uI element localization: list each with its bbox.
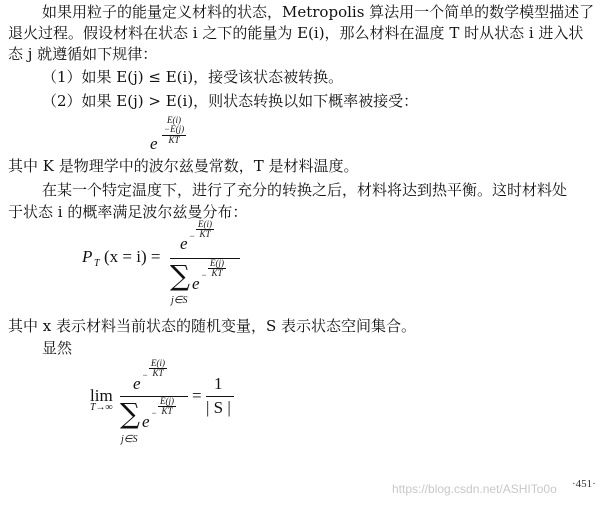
formula3-equals: = [192, 386, 202, 405]
rule-2: （2）如果 E(j) > E(i)，则状态转换以如下概率被接受： [42, 92, 419, 110]
formula2-den-exponent [208, 259, 226, 279]
para4: 其中 x 表示材料当前状态的随机变量，S 表示状态空间集合。 [8, 317, 417, 335]
para3-line2: 于状态 i 的概率满足波尔兹曼分布： [8, 203, 248, 221]
formula2-den-exp-num: E(j) [210, 258, 224, 268]
page-number: ·451· [572, 478, 596, 490]
formula3-rhs-num: 1 [214, 374, 223, 393]
formula3-den-exponent [158, 397, 176, 417]
formula1-exp-den: KT [168, 134, 180, 145]
formula3-den-minus: − [151, 408, 158, 418]
formula2-num-exponent [196, 220, 214, 240]
formula3-rhs-bar [206, 396, 234, 397]
formula3-sum-index: j∈S [121, 434, 138, 445]
formula1-exponent [162, 116, 186, 145]
formula2-sum-sign: ∑ [170, 259, 190, 292]
formula2-num-exp-den: KT [199, 229, 211, 240]
formula3-num-exp-num: E(i) [151, 358, 165, 368]
formula3-num-exponent [149, 359, 167, 379]
para1-line3: 态 j 就遵循如下规律： [8, 45, 158, 63]
formula3-den-exp-num: E(j) [160, 396, 174, 406]
formula2-lhs-arg: (x = i) = [104, 247, 161, 266]
formula-limit [90, 356, 250, 451]
formula-boltzmann-distribution [82, 219, 252, 312]
formula2-lhs: P [82, 247, 93, 266]
formula3-num-exp-den: KT [152, 368, 164, 379]
formula3-num-minus: − [142, 370, 149, 380]
formula2-den-exp-den: KT [211, 268, 223, 279]
formula2-num-minus: − [189, 231, 196, 241]
para2: 其中 K 是物理学中的波尔兹曼常数，T 是材料温度。 [8, 157, 359, 175]
rule-1: （1）如果 E(j) ≤ E(i)，接受该状态被转换。 [42, 68, 344, 86]
formula3-lim: lim [90, 386, 113, 405]
formula3-num-base: e [133, 374, 141, 393]
formula3-sum-sign: ∑ [120, 397, 140, 430]
formula2-den-minus: − [201, 270, 208, 280]
formula2-lhs-sub: T [94, 258, 100, 269]
formula2-num-exp-num: E(i) [198, 219, 212, 229]
watermark: https://blog.csdn.net/ASHITo0o [392, 482, 557, 496]
formula2-den-base: e [192, 274, 200, 293]
formula2-sum-index: j∈S [171, 295, 188, 306]
para1-line1: 如果用粒子的能量定义材料的状态，Metropolis 算法用一个简单的数学模型描述了 [42, 3, 595, 21]
formula1-exp-num: E(i)−E(j) [164, 115, 185, 135]
formula2-num-base: e [180, 234, 188, 253]
formula3-den-base: e [142, 412, 150, 431]
para5: 显然 [42, 339, 73, 357]
para1-line2: 退火过程。假设材料在状态 i 之下的能量为 E(i)，那么材料在温度 T 时从状态 i 进入状 [8, 24, 584, 42]
formula3-rhs-den: | S | [206, 398, 231, 417]
formula3-den-exp-den: KT [161, 406, 173, 417]
formula3-lim-sub: T→∞ [90, 402, 113, 413]
para3-line1: 在某一个特定温度下，进行了充分的转换之后，材料将达到热平衡。这时材料处 [42, 181, 568, 199]
formula1-base: e [150, 134, 158, 153]
